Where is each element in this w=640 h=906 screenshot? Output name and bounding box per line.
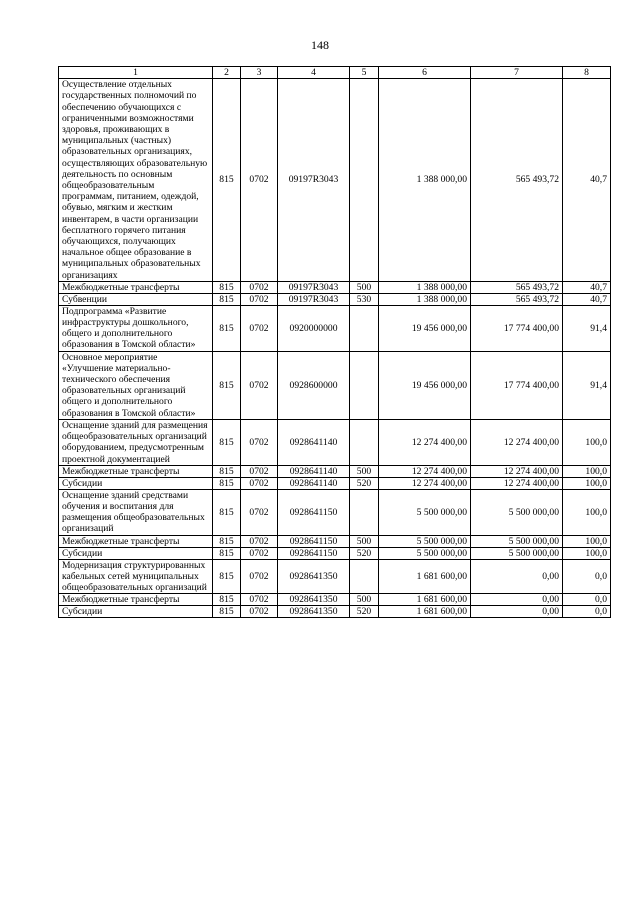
page-number: 148	[311, 38, 329, 52]
row-plan: 1 388 000,00	[379, 79, 471, 282]
row-fact: 565 493,72	[471, 293, 563, 305]
row-plan: 12 274 400,00	[379, 465, 471, 477]
row-csr: 0928641350	[278, 559, 350, 594]
row-vr: 530	[350, 293, 379, 305]
row-pct: 0,0	[563, 559, 611, 594]
row-pct: 100,0	[563, 419, 611, 465]
column-header: 8	[563, 67, 611, 79]
row-vr: 520	[350, 477, 379, 489]
row-vr: 520	[350, 606, 379, 618]
row-pct: 91,4	[563, 305, 611, 351]
table-row	[59, 594, 611, 606]
table-row	[59, 547, 611, 559]
row-rz: 0702	[241, 465, 278, 477]
row-rz: 0702	[241, 419, 278, 465]
row-fact: 12 274 400,00	[471, 477, 563, 489]
row-rz: 0702	[241, 477, 278, 489]
row-fact: 5 500 000,00	[471, 489, 563, 535]
row-plan: 1 388 000,00	[379, 281, 471, 293]
row-plan: 1 681 600,00	[379, 559, 471, 594]
table-row	[59, 305, 611, 351]
row-vr: 520	[350, 547, 379, 559]
table-row	[59, 535, 611, 547]
row-csr: 09197R3043	[278, 281, 350, 293]
row-rz: 0702	[241, 535, 278, 547]
row-pct: 0,0	[563, 606, 611, 618]
row-name: Субсидии	[59, 606, 213, 618]
row-plan: 12 274 400,00	[379, 419, 471, 465]
table-row	[59, 465, 611, 477]
row-csr: 0928641350	[278, 606, 350, 618]
row-pct: 0,0	[563, 594, 611, 606]
table-row	[59, 606, 611, 618]
row-pct: 100,0	[563, 535, 611, 547]
row-plan: 19 456 000,00	[379, 305, 471, 351]
row-name: Субвенции	[59, 293, 213, 305]
row-gr: 815	[213, 535, 241, 547]
row-rz: 0702	[241, 559, 278, 594]
row-plan: 1 388 000,00	[379, 293, 471, 305]
table-row	[59, 351, 611, 419]
row-vr	[350, 351, 379, 419]
row-plan: 1 681 600,00	[379, 594, 471, 606]
row-plan: 12 274 400,00	[379, 477, 471, 489]
row-csr: 0928641150	[278, 489, 350, 535]
column-header: 5	[350, 67, 379, 79]
row-rz: 0702	[241, 489, 278, 535]
row-vr: 500	[350, 465, 379, 477]
row-fact: 12 274 400,00	[471, 419, 563, 465]
row-csr: 09197R3043	[278, 293, 350, 305]
table-row	[59, 477, 611, 489]
row-vr: 500	[350, 535, 379, 547]
row-vr	[350, 419, 379, 465]
row-name: Межбюджетные трансферты	[59, 465, 213, 477]
row-csr: 0928641150	[278, 535, 350, 547]
table-row	[59, 293, 611, 305]
row-csr: 09197R3043	[278, 79, 350, 282]
row-plan: 5 500 000,00	[379, 489, 471, 535]
row-pct: 40,7	[563, 79, 611, 282]
row-fact: 17 774 400,00	[471, 305, 563, 351]
column-header: 4	[278, 67, 350, 79]
column-header: 6	[379, 67, 471, 79]
row-gr: 815	[213, 489, 241, 535]
row-rz: 0702	[241, 606, 278, 618]
row-gr: 815	[213, 305, 241, 351]
row-csr: 0928641150	[278, 547, 350, 559]
row-vr: 500	[350, 281, 379, 293]
row-vr	[350, 305, 379, 351]
row-csr: 0928641140	[278, 419, 350, 465]
row-gr: 815	[213, 594, 241, 606]
row-vr: 500	[350, 594, 379, 606]
row-gr: 815	[213, 606, 241, 618]
row-fact: 0,00	[471, 606, 563, 618]
row-rz: 0702	[241, 547, 278, 559]
row-fact: 0,00	[471, 594, 563, 606]
row-gr: 815	[213, 419, 241, 465]
row-rz: 0702	[241, 351, 278, 419]
row-plan: 5 500 000,00	[379, 535, 471, 547]
row-vr	[350, 489, 379, 535]
row-fact: 565 493,72	[471, 79, 563, 282]
table-row	[59, 419, 611, 465]
row-csr: 0928600000	[278, 351, 350, 419]
row-gr: 815	[213, 79, 241, 282]
column-header: 2	[213, 67, 241, 79]
row-pct: 40,7	[563, 293, 611, 305]
row-gr: 815	[213, 477, 241, 489]
row-rz: 0702	[241, 281, 278, 293]
row-gr: 815	[213, 293, 241, 305]
column-header: 7	[471, 67, 563, 79]
row-pct: 40,7	[563, 281, 611, 293]
row-vr	[350, 559, 379, 594]
row-name: Подпрограмма «Развитие инфраструктуры дошкольного, общего и дополнительного образования в Томской области»	[59, 305, 213, 351]
row-pct: 100,0	[563, 489, 611, 535]
row-csr: 0928641350	[278, 594, 350, 606]
row-name: Межбюджетные трансферты	[59, 535, 213, 547]
row-fact: 12 274 400,00	[471, 465, 563, 477]
table-row	[59, 79, 611, 282]
row-name: Оснащение зданий средствами обучения и воспитания для размещения общеобразовательных организаций	[59, 489, 213, 535]
row-name: Субсидии	[59, 477, 213, 489]
row-plan: 5 500 000,00	[379, 547, 471, 559]
table-row	[59, 489, 611, 535]
row-name: Оснащение зданий для размещения общеобразовательных организаций оборудованием, предусмотренным проектной документацией	[59, 419, 213, 465]
row-fact: 0,00	[471, 559, 563, 594]
row-pct: 100,0	[563, 477, 611, 489]
row-fact: 17 774 400,00	[471, 351, 563, 419]
row-plan: 19 456 000,00	[379, 351, 471, 419]
table-header-row	[59, 67, 611, 79]
row-gr: 815	[213, 465, 241, 477]
column-header: 3	[241, 67, 278, 79]
row-name: Межбюджетные трансферты	[59, 281, 213, 293]
row-pct: 100,0	[563, 465, 611, 477]
row-name: Межбюджетные трансферты	[59, 594, 213, 606]
table-row	[59, 281, 611, 293]
row-fact: 5 500 000,00	[471, 547, 563, 559]
row-vr	[350, 79, 379, 282]
row-rz: 0702	[241, 305, 278, 351]
budget-table	[58, 66, 611, 618]
row-csr: 0928641140	[278, 477, 350, 489]
row-csr: 0928641140	[278, 465, 350, 477]
column-header: 1	[59, 67, 213, 79]
row-gr: 815	[213, 559, 241, 594]
row-gr: 815	[213, 547, 241, 559]
row-name: Осуществление отдельных государственных полномочий по обеспечению обучающихся с ограниченными возможностями здоровья, проживающих в муниципальных (частных) образовательных организациях, осуществляющих образовательную деятельность по основным общеобразовательным программам, питанием, одеждой, обувью, мягким и жестким инвентарем, в части организации бесплатного горячего питания обучающихся, получающих начальное общее образование в муниципальных образовательных организациях	[59, 79, 213, 282]
row-name: Модернизация структурированных кабельных сетей муниципальных общеобразовательных организаций	[59, 559, 213, 594]
row-rz: 0702	[241, 594, 278, 606]
row-csr: 0920000000	[278, 305, 350, 351]
row-gr: 815	[213, 281, 241, 293]
row-gr: 815	[213, 351, 241, 419]
row-name: Субсидии	[59, 547, 213, 559]
row-rz: 0702	[241, 293, 278, 305]
row-pct: 100,0	[563, 547, 611, 559]
row-rz: 0702	[241, 79, 278, 282]
table-row	[59, 559, 611, 594]
row-fact: 5 500 000,00	[471, 535, 563, 547]
row-name: Основное мероприятие «Улучшение материально-технического обеспечения образовательных организаций общего и дополнительного образования в Томской области»	[59, 351, 213, 419]
row-plan: 1 681 600,00	[379, 606, 471, 618]
row-pct: 91,4	[563, 351, 611, 419]
row-fact: 565 493,72	[471, 281, 563, 293]
